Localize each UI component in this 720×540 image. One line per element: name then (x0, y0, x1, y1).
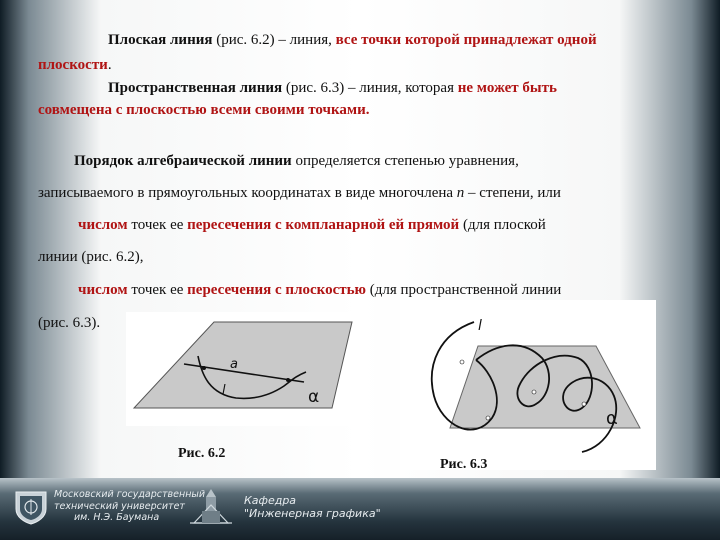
text: . (107, 57, 112, 73)
definition-space-line-cont (38, 101, 370, 119)
department-tower-icon (188, 487, 234, 525)
text: (рис. 6.3) – линия, которая (282, 80, 458, 96)
department-line1: Кафедра (244, 494, 297, 507)
figure-6-3-space-curve (400, 300, 656, 470)
emphasis-text: не может быть (457, 80, 557, 96)
emphasis-text: пересечения с плоскостью (187, 282, 367, 298)
text: – степени, или (464, 185, 561, 201)
text: (для плоской (459, 217, 546, 233)
emphasis-text: совмещена с плоскостью всеми своими точками. (38, 102, 370, 118)
term-space-line: Пространственная линия (108, 80, 283, 96)
label-l-space: l (478, 318, 482, 334)
label-alpha-space: α (606, 408, 618, 429)
text: (рис. 6.3). (38, 315, 101, 331)
university-line1: Московский государственный (54, 489, 206, 500)
text: определяется степенью уравнения, (291, 153, 519, 169)
university-crest-icon (12, 489, 50, 525)
figure-6-2-plane-curve (126, 312, 356, 426)
order-definition-line3 (78, 216, 546, 234)
emphasis-text: пересечения с компланарной ей прямой (187, 217, 460, 233)
university-name (54, 489, 205, 524)
text: (для пространственной линии (366, 282, 562, 298)
order-definition-line1 (74, 152, 519, 170)
figure-6-2-caption: Рис. 6.2 (178, 446, 226, 461)
text: линии (рис. 6.2), (38, 249, 144, 265)
university-line2: технический университет (54, 500, 185, 512)
emphasis-text: плоскости (38, 57, 108, 73)
label-l: l (222, 383, 226, 398)
term-plane-line: Плоская линия (108, 32, 213, 48)
definition-space-line (108, 79, 557, 97)
text: записываемого в прямоугольных координатах в виде многочлена (38, 185, 457, 201)
text: (рис. 6.2) – линия, (212, 32, 336, 48)
order-definition-line4 (38, 248, 144, 266)
text: точек ее (127, 282, 188, 298)
emphasis-text: все точки которой принадлежат одной (335, 32, 597, 48)
label-a: a (230, 357, 238, 372)
figure-6-3-caption: Рис. 6.3 (440, 457, 488, 472)
term-order: Порядок алгебраической линии (74, 153, 292, 169)
department-line2: "Инженерная графика" (244, 507, 381, 520)
variable-n: n (456, 185, 465, 201)
label-alpha: α (308, 387, 320, 407)
order-definition-line6 (38, 314, 100, 332)
order-definition-line5 (78, 281, 561, 299)
emphasis-text: числом (78, 282, 128, 298)
order-definition-line2 (38, 184, 561, 202)
department-name (244, 494, 381, 520)
definition-plane-line (108, 31, 597, 49)
emphasis-text: числом (78, 217, 128, 233)
university-line3: им. Н.Э. Баумана (74, 512, 160, 523)
definition-plane-line-cont (38, 56, 112, 74)
text: точек ее (127, 217, 188, 233)
